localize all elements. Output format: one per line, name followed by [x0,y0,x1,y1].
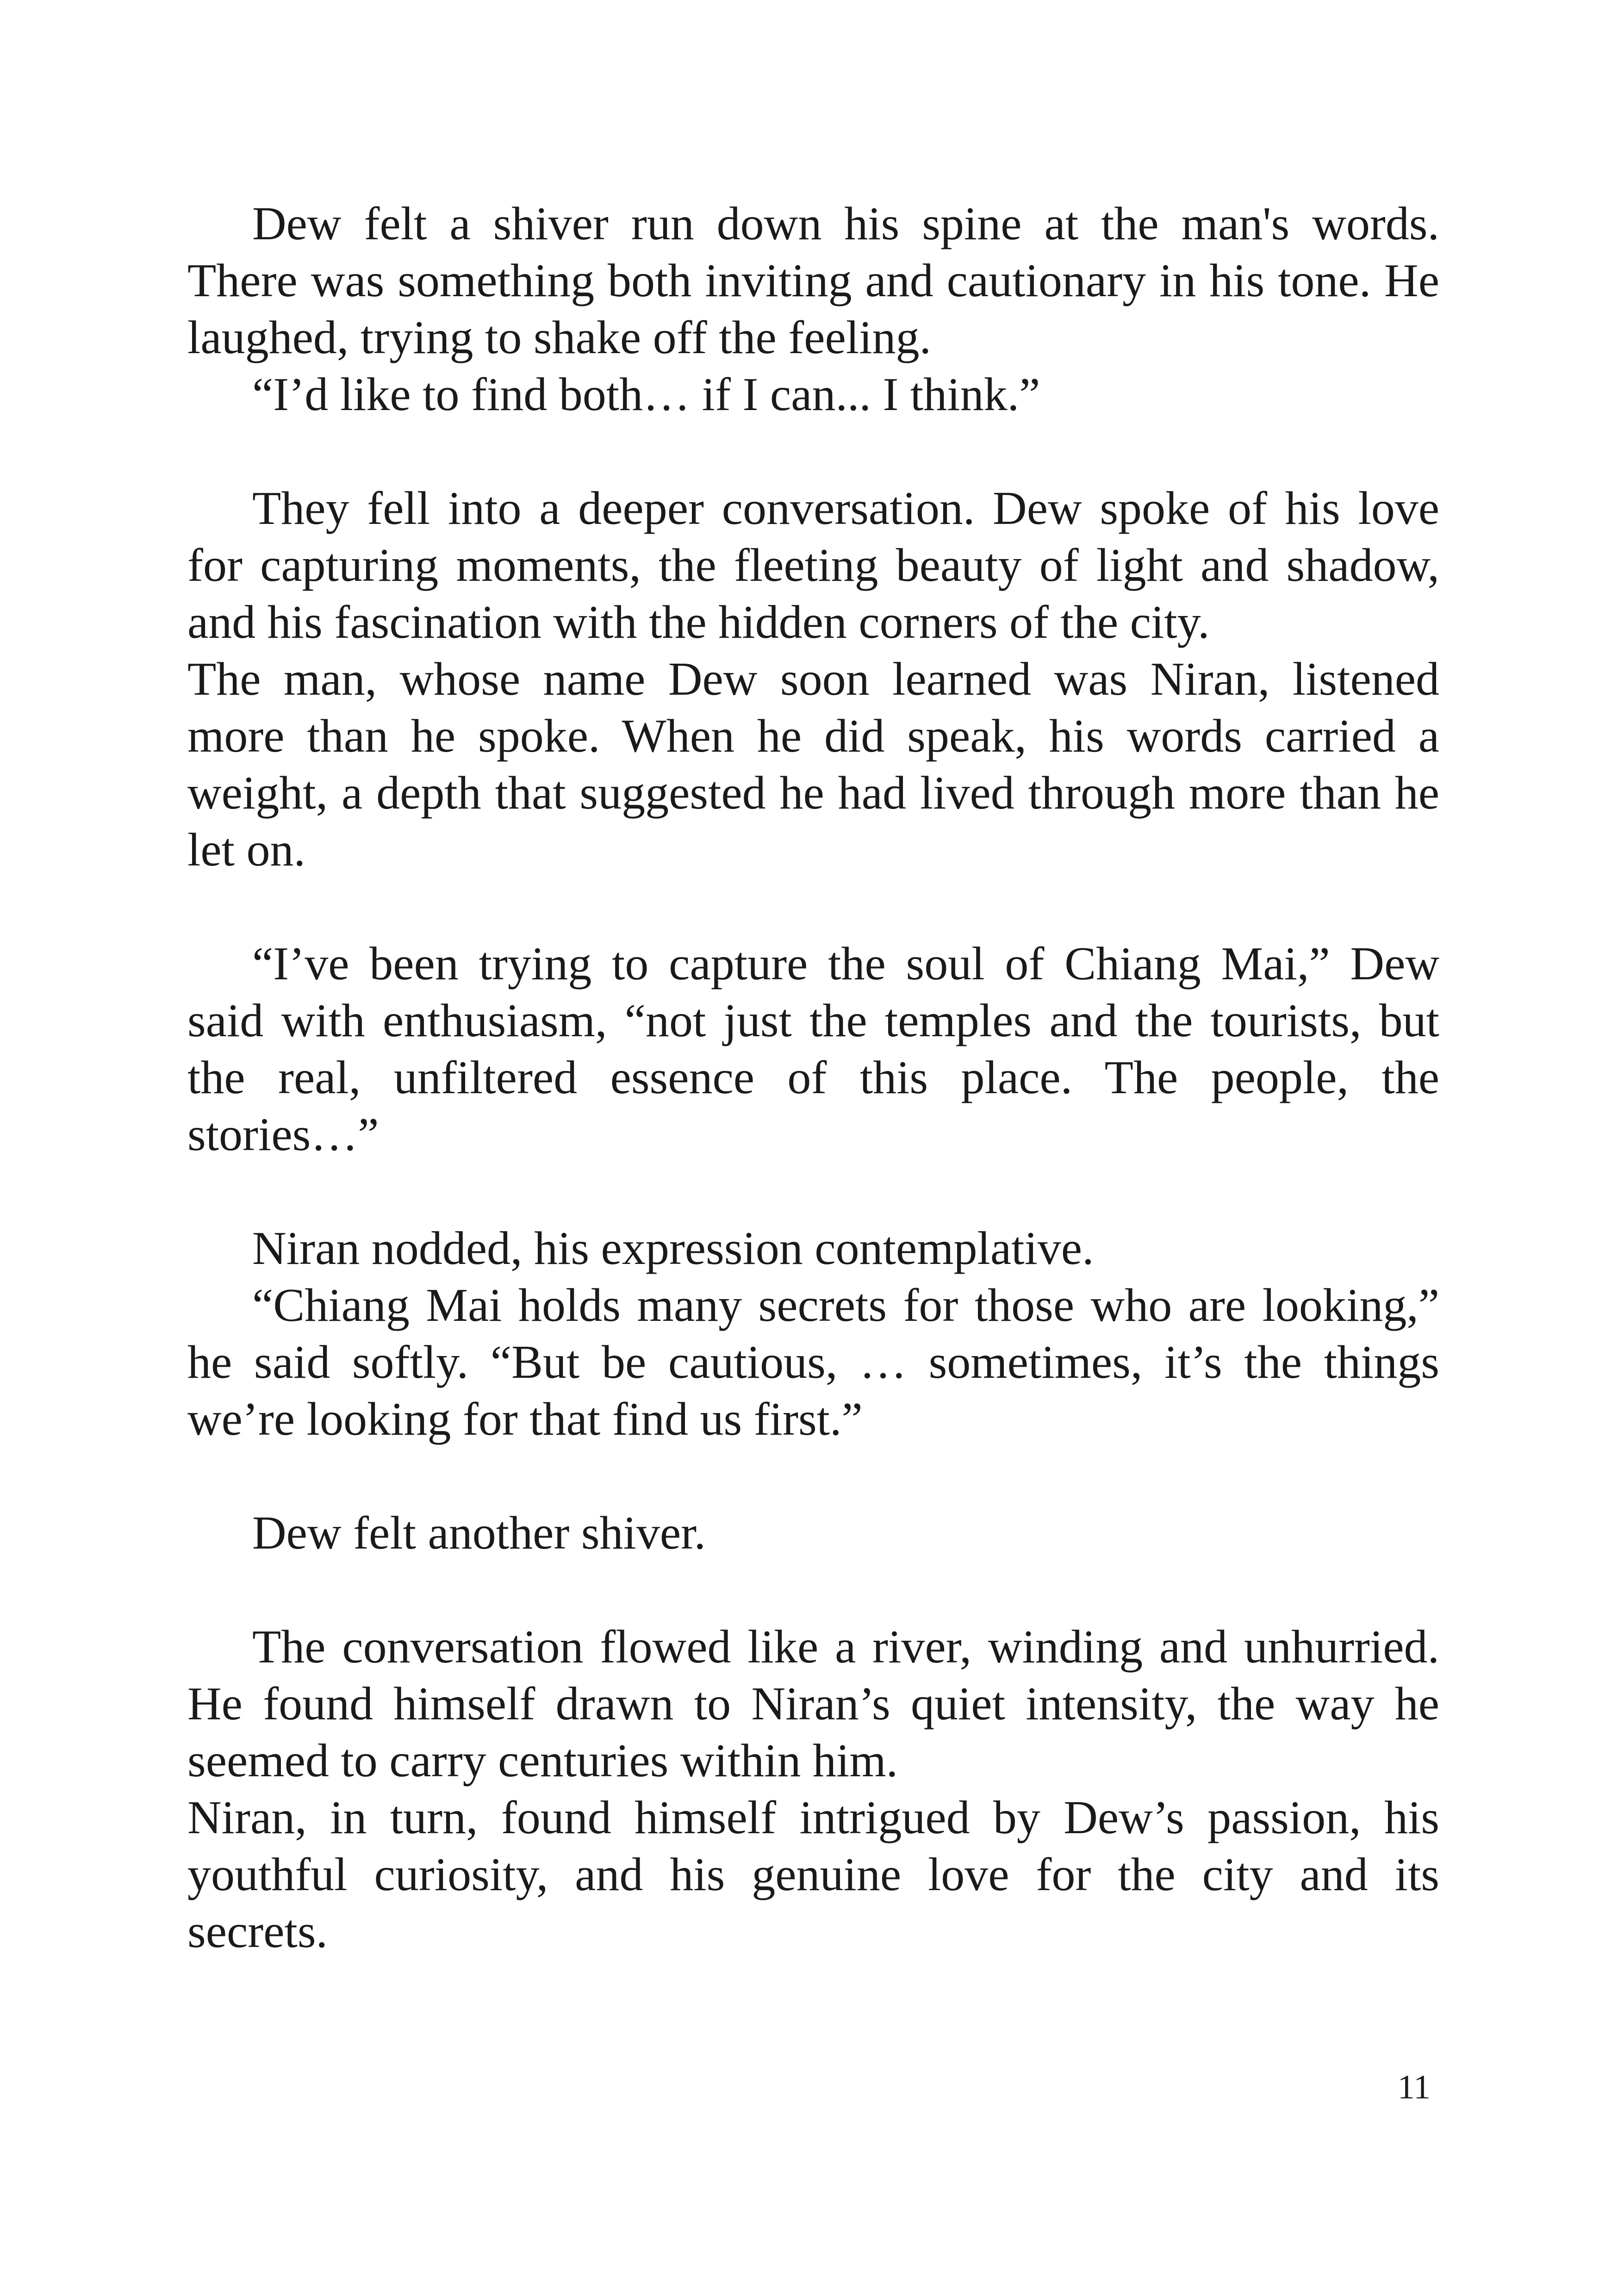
paragraph: Dew felt another shiver. [252,1507,706,1559]
paragraph: Dew felt a shiver run down his spine at the man's words. There was something both inviting and cautionary in his tone. He laughed, trying to shake off the feeling. [187,198,1439,364]
paragraph: They fell into a deeper conversation. Dew spoke of his love for capturing moments, the fleeting beauty of light and shadow, and his fascination with the hidden corners of the city. [187,482,1439,648]
page-number: 11 [1397,2068,1431,2106]
dialogue-paragraph: “Chiang Mai holds many secrets for those who are looking,” he said softly. “But be cautious, … sometimes, it’s the things we’re looking for that find us first.” [187,1279,1439,1445]
dialogue-paragraph: “I’ve been trying to capture the soul of Chiang Mai,” Dew said with enthusiasm, “not just the temples and the tourists, but the real, unfiltered essence of this place. The people, the stories…” [187,938,1439,1161]
paragraph: Niran, in turn, found himself intrigued by Dew’s passion, his youthful curiosity, and his genuine love for the city and its secrets. [187,1792,1439,1958]
paragraph: The conversation flowed like a river, winding and unhurried. He found himself drawn to Niran’s quiet intensity, the way he seemed to carry centuries within him. [187,1621,1439,1787]
paragraph: Niran nodded, his expression contemplative. [252,1222,1094,1275]
paragraph: The man, whose name Dew soon learned was Niran, listened more than he spoke. When he did speak, his words carried a weight, a depth that suggested he had lived through more than he let on. [187,653,1439,876]
dialogue-paragraph: “I’d like to find both… if I can... I think.” [252,368,1040,421]
body-text [187,195,1439,1960]
